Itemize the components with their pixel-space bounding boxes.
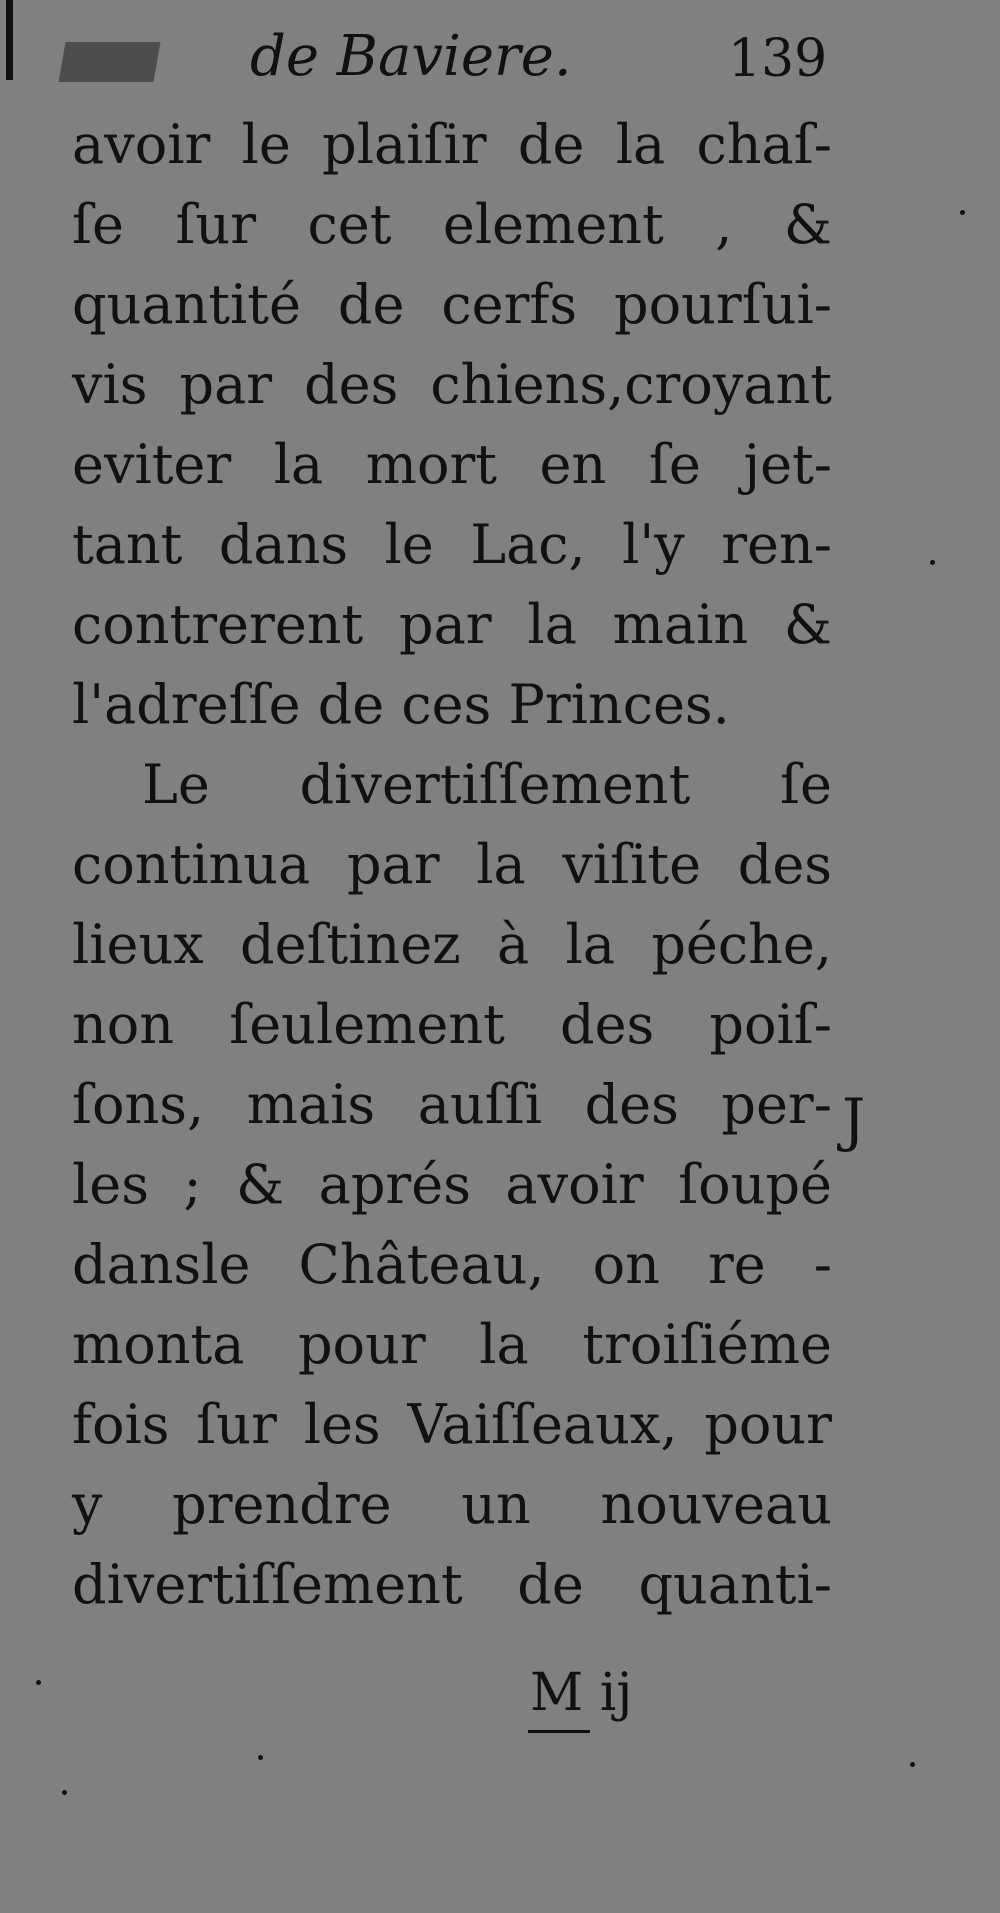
text-line: non ſeulement des poiſ- [72, 993, 832, 1056]
margin-mark: J [842, 1086, 866, 1154]
text-line: les ; & aprés avoir ſoupé [72, 1153, 832, 1216]
body-text [72, 105, 832, 1625]
text-line: quantité de cerfs pourſui- [72, 273, 832, 336]
paper-speck [960, 210, 965, 215]
text-line: contrerent par la main & [72, 593, 832, 656]
text-line: fois ſur les Vaiſſeaux, pour [72, 1393, 832, 1456]
text-line: lieux deſtinez à la péche, [72, 913, 832, 976]
paper-speck [930, 560, 935, 565]
text-line: eviter la mort en ſe jet- [72, 433, 832, 496]
paper-speck [62, 1790, 67, 1795]
paper-speck [36, 1680, 41, 1685]
text-line: ſe ſur cet element , & [72, 193, 832, 256]
text-line: continua par la viſite des [72, 833, 832, 896]
text-line: l'adreſſe de ces Princes. [72, 673, 730, 736]
text-line: dansle Château, on re - [72, 1233, 832, 1296]
signature-underline [528, 1730, 590, 1733]
paper-speck [258, 1755, 263, 1760]
ink-blot [58, 42, 160, 82]
text-line: avoir le plaiſir de la chaſ- [72, 113, 832, 176]
signature-mark: M ij [530, 1663, 633, 1723]
text-line: y prendre un nouveau [72, 1473, 832, 1536]
text-line: monta pour la troiſiéme [72, 1313, 832, 1376]
text-line: divertiſſement de quanti- [72, 1553, 832, 1616]
text-line: ſons, mais auſſi des per- [72, 1073, 832, 1136]
text-line: vis par des chiens,croyant [72, 353, 832, 416]
paper-speck [910, 1762, 915, 1767]
page-number: 139 [728, 29, 828, 89]
text-line: Le divertiſſement ſe [142, 753, 832, 816]
text-line: tant dans le Lac, l'y ren- [72, 513, 832, 576]
running-head: de Baviere. [250, 24, 572, 89]
left-margin-ink-stroke [6, 0, 13, 80]
